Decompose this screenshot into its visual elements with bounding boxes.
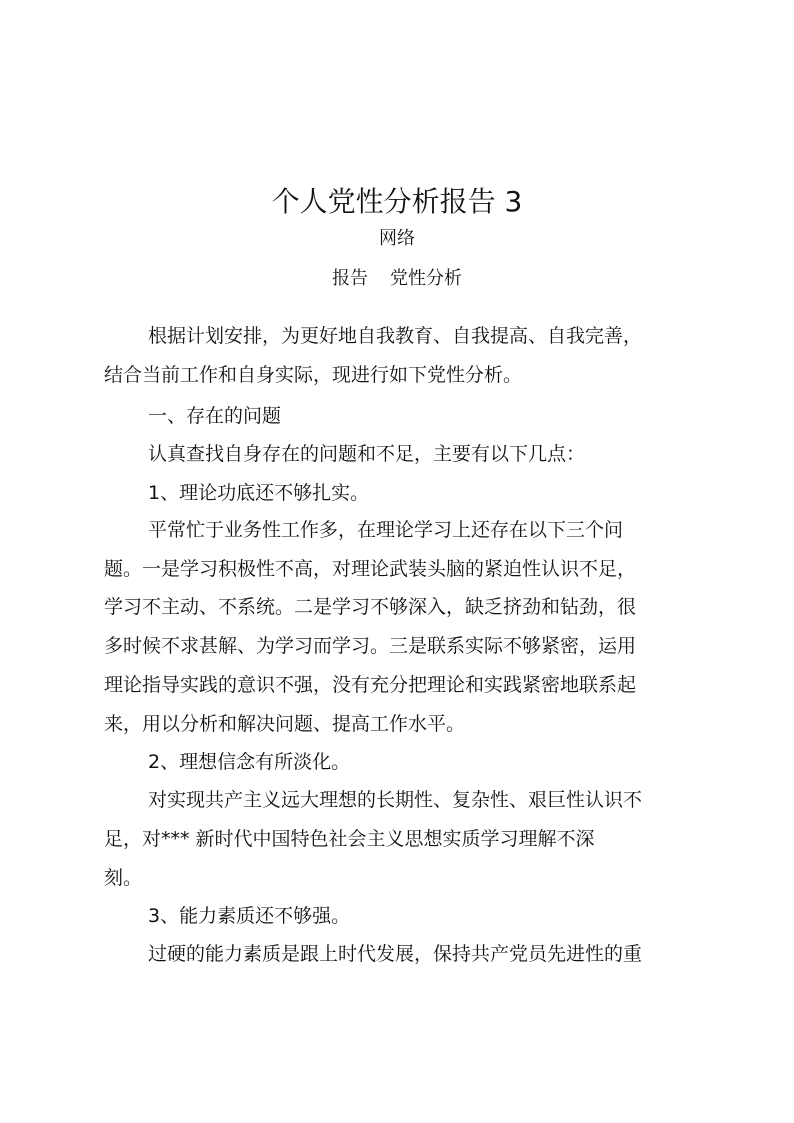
paragraph-line: 根据计划安排，为更好地自我教育、自我提高、自我完善， [148, 325, 643, 347]
paragraph-line: 刻。 [104, 867, 143, 889]
keyword-party-analysis: 党性分析 [390, 268, 462, 289]
paragraph-line: 多时候不求甚解、为学习而学习。三是联系实际不够紧密，运用 [104, 635, 637, 657]
subheading-3: 3、能力素质还不够强。 [148, 905, 351, 927]
paragraph-line: 结合当前工作和自身实际，现进行如下党性分析。 [104, 364, 523, 386]
section-heading: 一、存在的问题 [148, 405, 282, 427]
paragraph-line: 学习不主动、不系统。二是学习不够深入，缺乏挤劲和钻劲，很 [104, 596, 637, 618]
document-title: 个人党性分析报告 3 [271, 185, 523, 218]
paragraph-line: 题。一是学习积极性不高，对理论武装头脑的紧迫性认识不足， [104, 558, 637, 580]
subheading-2: 2、理想信念有所淡化。 [148, 751, 351, 773]
document-keywords [0, 266, 794, 292]
keyword-report: 报告 [332, 268, 368, 289]
paragraph-line: 平常忙于业务性工作多，在理论学习上还存在以下三个问 [148, 519, 624, 541]
paragraph-line: 对实现共产主义远大理想的长期性、复杂性、艰巨性认识不 [148, 789, 643, 811]
paragraph-line: 理论指导实践的意识不强，没有充分把理论和实践紧密地联系起 [104, 674, 637, 696]
paragraph-line: 来，用以分析和解决问题、提高工作水平。 [104, 713, 466, 735]
paragraph-line: 过硬的能力素质是跟上时代发展，保持共产党员先进性的重 [148, 943, 643, 965]
subheading-1: 1、理论功底还不够扎实。 [148, 482, 370, 504]
paragraph-line: 认真查找自身存在的问题和不足，主要有以下几点： [148, 443, 586, 465]
document-author: 网络 [379, 228, 415, 249]
paragraph-line: 足，对*** 新时代中国特色社会主义思想实质学习理解不深 [104, 828, 595, 850]
